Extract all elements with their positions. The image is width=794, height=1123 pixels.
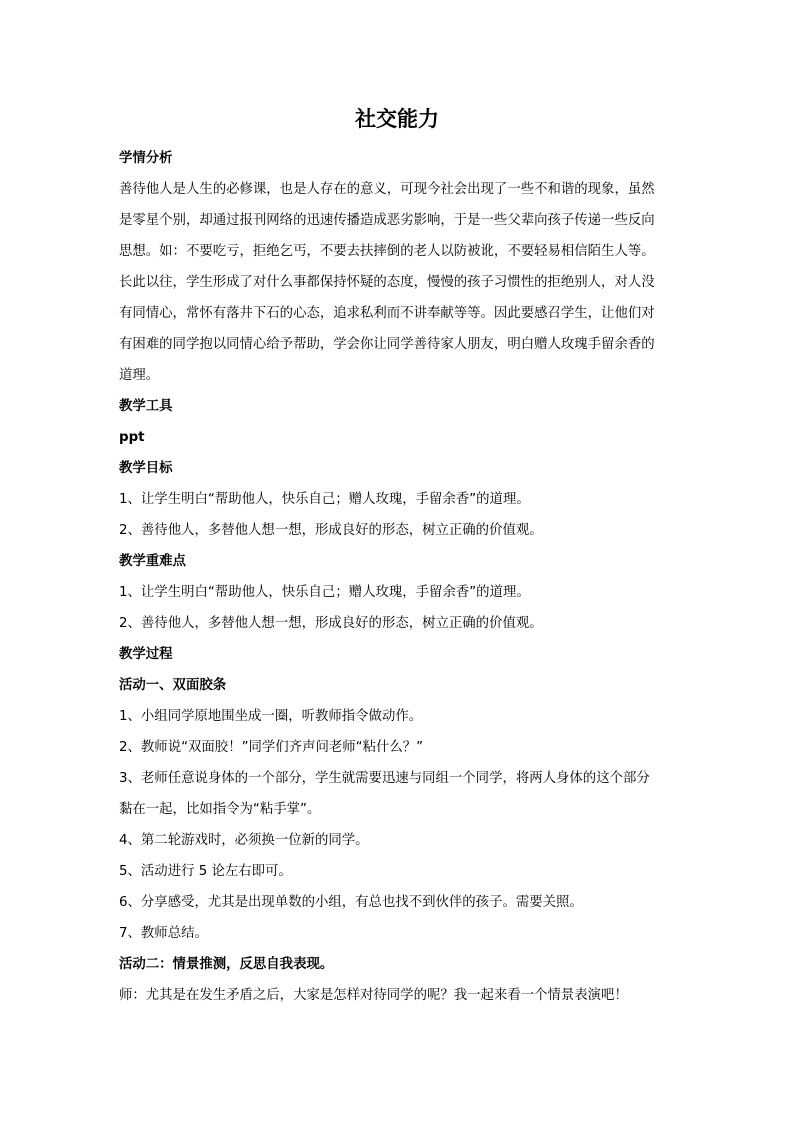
section-heading: 活动二：情景推测，反思自我表现。	[119, 957, 334, 972]
paragraph-line: 2、教师说“双面胶！”同学们齐声问老师“粘什么？”	[119, 740, 424, 755]
section-heading: 教学重难点	[119, 554, 186, 569]
paragraph-line: 6、分享感受，尤其是出现单数的小组，有总也找不到伙伴的孩子。需要关照。	[119, 895, 583, 910]
page-title: 社交能力	[355, 107, 439, 131]
document-body	[119, 143, 689, 1011]
paragraph-line: 师：尤其是在发生矛盾之后，大家是怎样对待同学的呢？我一起来看一个情景表演吧！	[119, 988, 628, 1003]
paragraph-line: 长此以往，学生形成了对什么事都保持怀疑的态度，慢慢的孩子习惯性的拒绝别人，对人没	[119, 275, 655, 290]
section-heading: ppt	[119, 430, 145, 445]
section-heading: 教学目标	[119, 461, 173, 476]
section-heading: 教学工具	[119, 399, 173, 414]
paragraph-line: 有同情心，常怀有落井下石的心态，追求私利而不讲奉献等等。因此要感召学生，让他们对	[119, 306, 655, 321]
paragraph-line: 2、善待他人，多替他人想一想，形成良好的形态，树立正确的价值观。	[119, 616, 543, 631]
paragraph-line: 1、让学生明白“帮助他人，快乐自己；赠人玫瑰，手留余香”的道理。	[119, 492, 530, 507]
section-heading: 教学过程	[119, 647, 173, 662]
paragraph-line: 是零星个别，却通过报刊网络的迅速传播造成恶劣影响，于是一些父辈向孩子传递一些反向	[119, 213, 655, 228]
paragraph-line: 5、活动进行 5 论左右即可。	[119, 864, 292, 879]
paragraph-line: 7、教师总结。	[119, 926, 208, 941]
section-heading: 活动一、双面胶条	[119, 678, 227, 693]
paragraph-line: 道理。	[119, 368, 160, 383]
paragraph-line: 4、第二轮游戏时，必须换一位新的同学。	[119, 833, 369, 848]
paragraph-line: 1、小组同学原地围坐成一圈，听教师指令做动作。	[119, 709, 423, 724]
paragraph-line: 善待他人是人生的必修课，也是人存在的意义，可现今社会出现了一些不和谐的现象，虽然	[119, 182, 655, 197]
paragraph-line: 3、老师任意说身体的一个部分，学生就需要迅速与同组一个同学，将两人身体的这个部分	[119, 771, 650, 786]
paragraph-line: 1、让学生明白“帮助他人，快乐自己；赠人玫瑰，手留余香”的道理。	[119, 585, 530, 600]
paragraph-line: 黏在一起，比如指令为“粘手掌”。	[119, 802, 321, 817]
paragraph-line: 思想。如：不要吃亏，拒绝乞丐，不要去扶摔倒的老人以防被讹，不要轻易相信陌生人等。	[119, 244, 655, 259]
paragraph-line: 2、善待他人，多替他人想一想，形成良好的形态，树立正确的价值观。	[119, 523, 543, 538]
paragraph-line: 有困难的同学抱以同情心给予帮助，学会你让同学善待家人朋友，明白赠人玫瑰手留余香的	[119, 337, 655, 352]
section-heading: 学情分析	[119, 151, 173, 166]
